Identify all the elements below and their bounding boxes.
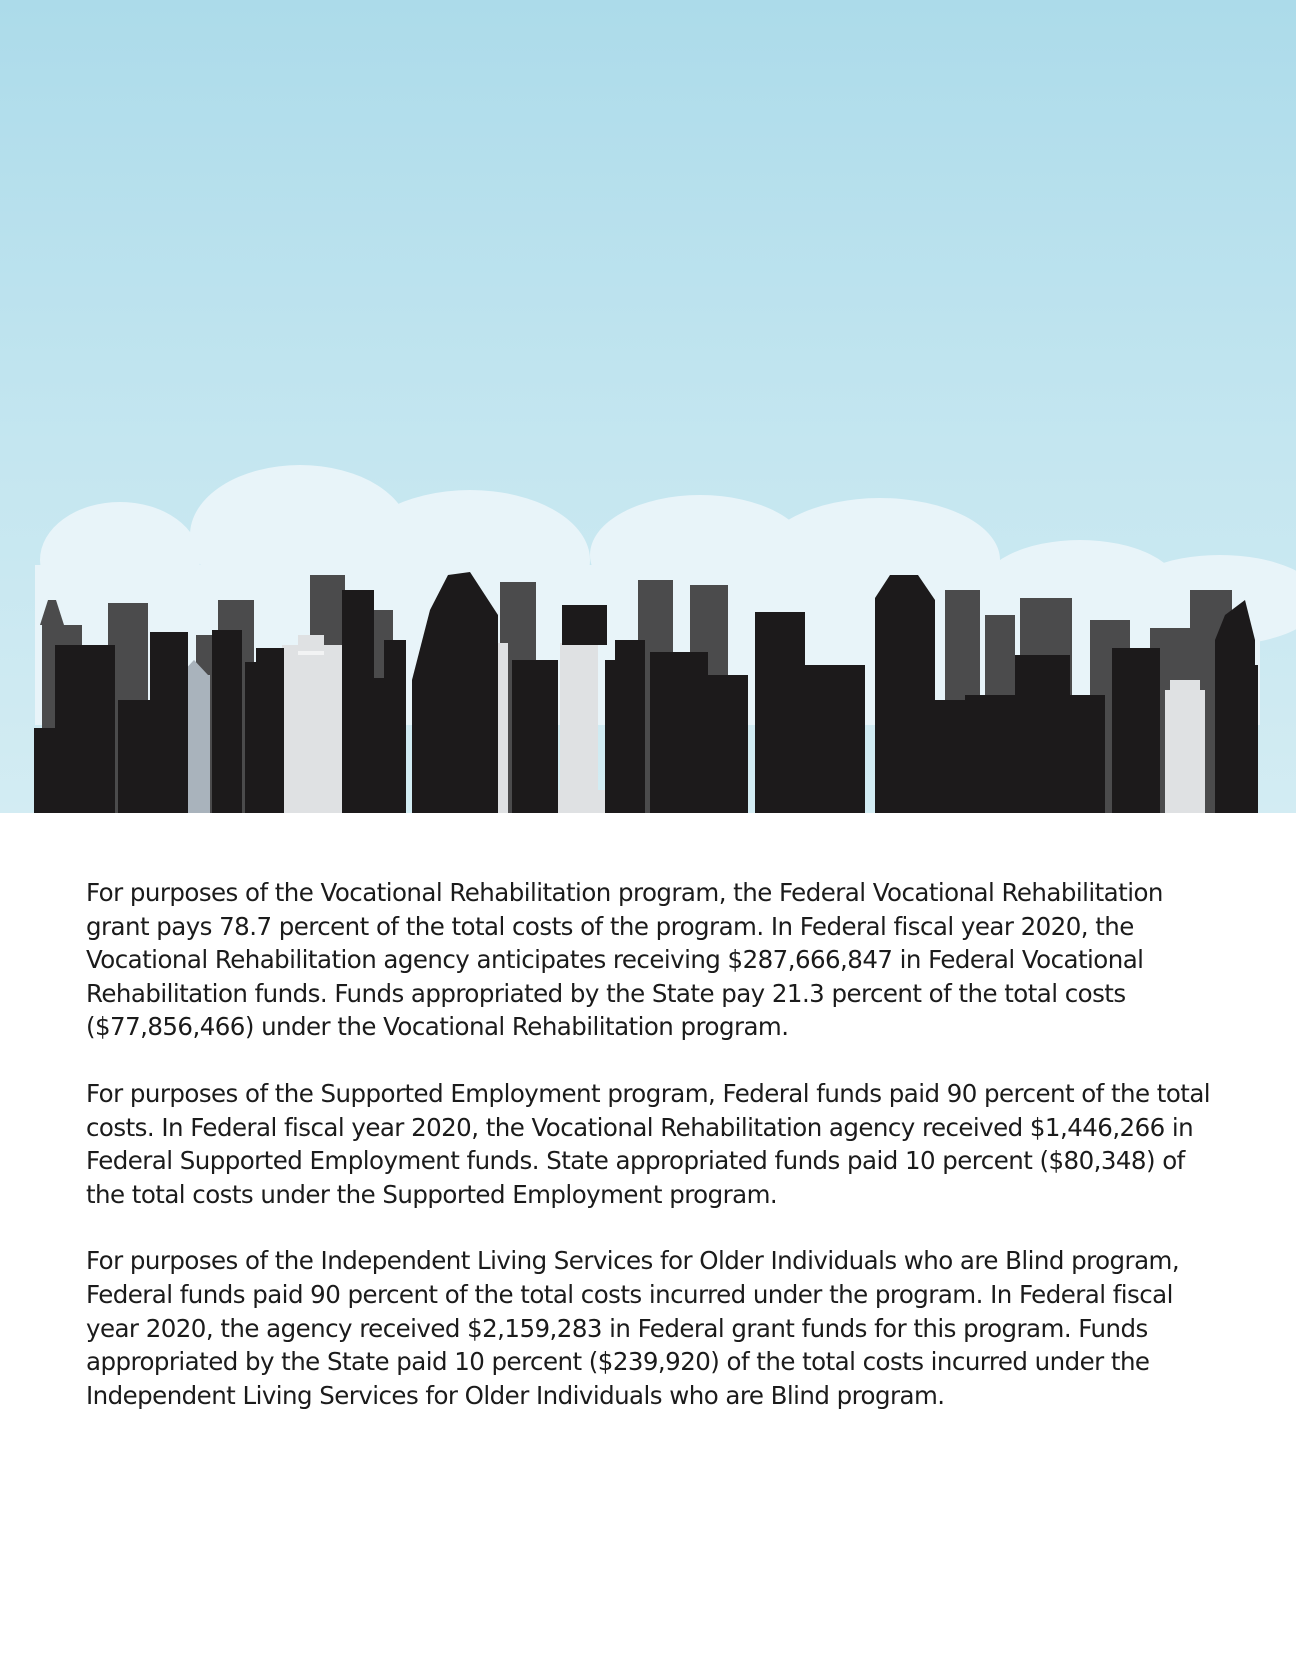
skyline-svg — [0, 0, 1296, 813]
paragraph-independent-living-older-blind: For purposes of the Independent Living Services for Older Individuals who are Blind program, Federal funds paid 90 percent of the total costs incurred under the program. In Federal fiscal year 2020, the agency received $2,159,283 in Federal grant funds for this program. Funds appropriated by the State paid 10 percent ($239,920) of the total costs incurred under the Independent Living Services for Older Individuals who are Blind program. — [86, 1246, 1180, 1410]
city-skyline-illustration — [0, 0, 1296, 813]
paragraph-supported-employment: For purposes of the Supported Employment program, Federal funds paid 90 percent of the total costs. In Federal fiscal year 2020, the Vocational Rehabilitation agency received $1,446,266 in Federal Supported Employment funds. State appropriated funds paid 10 percent ($80,348) of the total costs under the Supported Employment program. — [86, 1078, 1211, 1209]
paragraph-vocational-rehabilitation: For purposes of the Vocational Rehabilitation program, the Federal Vocational Rehabilitation grant pays 78.7 percent of the total costs of the program. In Federal fiscal year 2020, the Vocational Rehabilitation agency anticipates receiving $287,666,847 in Federal Vocational Rehabilitation funds. Funds appropriated by the State pay 21.3 percent of the total costs ($77,856,466) under the Vocational Rehabilitation program. — [86, 878, 1163, 1042]
body-text — [86, 876, 1216, 1445]
window-accents — [298, 651, 324, 655]
